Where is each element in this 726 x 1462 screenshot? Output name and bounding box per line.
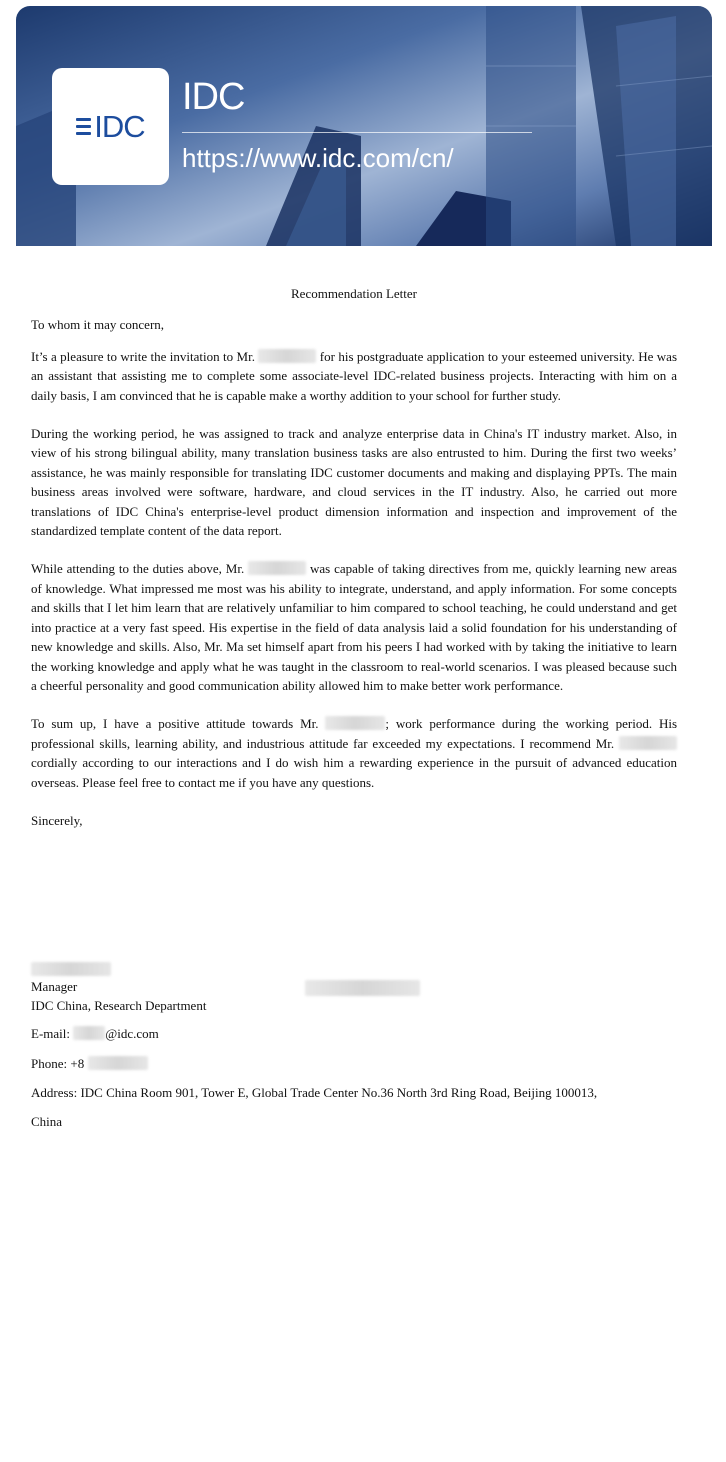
- phone-label: Phone: +8: [31, 1056, 85, 1071]
- paragraph-1: [31, 347, 677, 405]
- redacted-name: [619, 736, 677, 750]
- paragraph-3-part-b: was capable of taking directives from me, quickly learning new areas of knowledge. What impressed me most was his ability to integrate, understand, and apply information. For some concepts and skills that I let him learn that are relatively unfamiliar to him compared to school teaching, he could understand and get into practice at a very fast speed. His expertise in the field of data analysis laid a solid foundation for his understanding of new knowledge and skills. Also, Mr. Ma set himself apart from his peers I had worked with by taking the initiative to learn the working knowledge and apply what he was taught in the classroom to real-world scenarios. I was pleased because such a cheerful personality and good communication ability allowed him to make better work performance.: [31, 561, 677, 693]
- paragraph-4-part-c: cordially according to our interactions and I do wish him a rewarding experience in the pursuit of advanced education overseas. Please feel free to contact me if you have any questions.: [31, 755, 677, 790]
- redacted-signature: [31, 962, 111, 976]
- banner-divider: [182, 132, 532, 133]
- paragraph-2: During the working period, he was assigned to track and analyze enterprise data in China's IT industry market. Also, in view of his strong bilingual ability, many translation business tasks are also entrusted to him. During the first two weeks’ assistance, he was mainly responsible for translating IDC customer documents and making and displaying PPTs. The main business areas involved were software, hardware, and cloud services in the IT industry. Also, he carried out more translations of IDC China's enterprise-level product dimension information and inspection and improvement of the standardized template content of the data report.: [31, 426, 677, 539]
- paragraph-4: [31, 714, 677, 792]
- letter-greeting: To whom it may concern,: [31, 317, 165, 333]
- email-label: E-mail:: [31, 1026, 70, 1041]
- idc-logo: [52, 68, 169, 185]
- idc-logo-text: IDC: [94, 109, 145, 144]
- idc-logo-lines-icon: [76, 118, 91, 135]
- signer-department: IDC China, Research Department: [31, 998, 207, 1013]
- signer-phone: [31, 1055, 148, 1073]
- email-domain: @idc.com: [105, 1026, 159, 1041]
- redacted-name: [325, 716, 385, 730]
- signer-address-line-1: Address: IDC China Room 901, Tower E, Global Trade Center No.36 North 3rd Ring Road, Beijing 100013,: [31, 1085, 598, 1100]
- redacted-email-user: [73, 1026, 105, 1040]
- redacted-name: [248, 561, 306, 575]
- redacted-phone: [88, 1056, 148, 1070]
- banner-url: https://www.idc.com/cn/: [182, 143, 454, 173]
- paragraph-1-part-a: It’s a pleasure to write the invitation to Mr.: [31, 348, 255, 364]
- paragraph-4-part-a: To sum up, I have a positive attitude towards Mr.: [31, 716, 319, 732]
- paragraph-3: [31, 559, 677, 695]
- letter-closing: Sincerely,: [31, 812, 83, 828]
- banner-title: IDC: [182, 76, 245, 118]
- signer-role: Manager: [31, 979, 78, 994]
- paragraph-1-part-b: for his postgraduate application to your esteemed university. He was an assistant that assisting me to complete some associate-level IDC-related business projects. Interacting with him on a daily basis, I am convinced that he is capable make a worthy addition to your school for further study.: [31, 348, 677, 403]
- signer-address-line-2: China: [31, 1114, 63, 1129]
- signer-email: [31, 1025, 159, 1043]
- paragraph-4-part-b: ; work performance during the working period. His professional skills, learning ability, and industrious attitude far exceeded my expectations. I recommend Mr.: [31, 716, 678, 751]
- redacted-name: [258, 349, 316, 363]
- header-banner: [16, 6, 712, 246]
- redacted-stamp: [305, 980, 420, 996]
- letter-body: [31, 284, 677, 830]
- letter-title: Recommendation Letter: [291, 286, 417, 301]
- paragraph-3-part-a: While attending to the duties above, Mr.: [31, 561, 245, 577]
